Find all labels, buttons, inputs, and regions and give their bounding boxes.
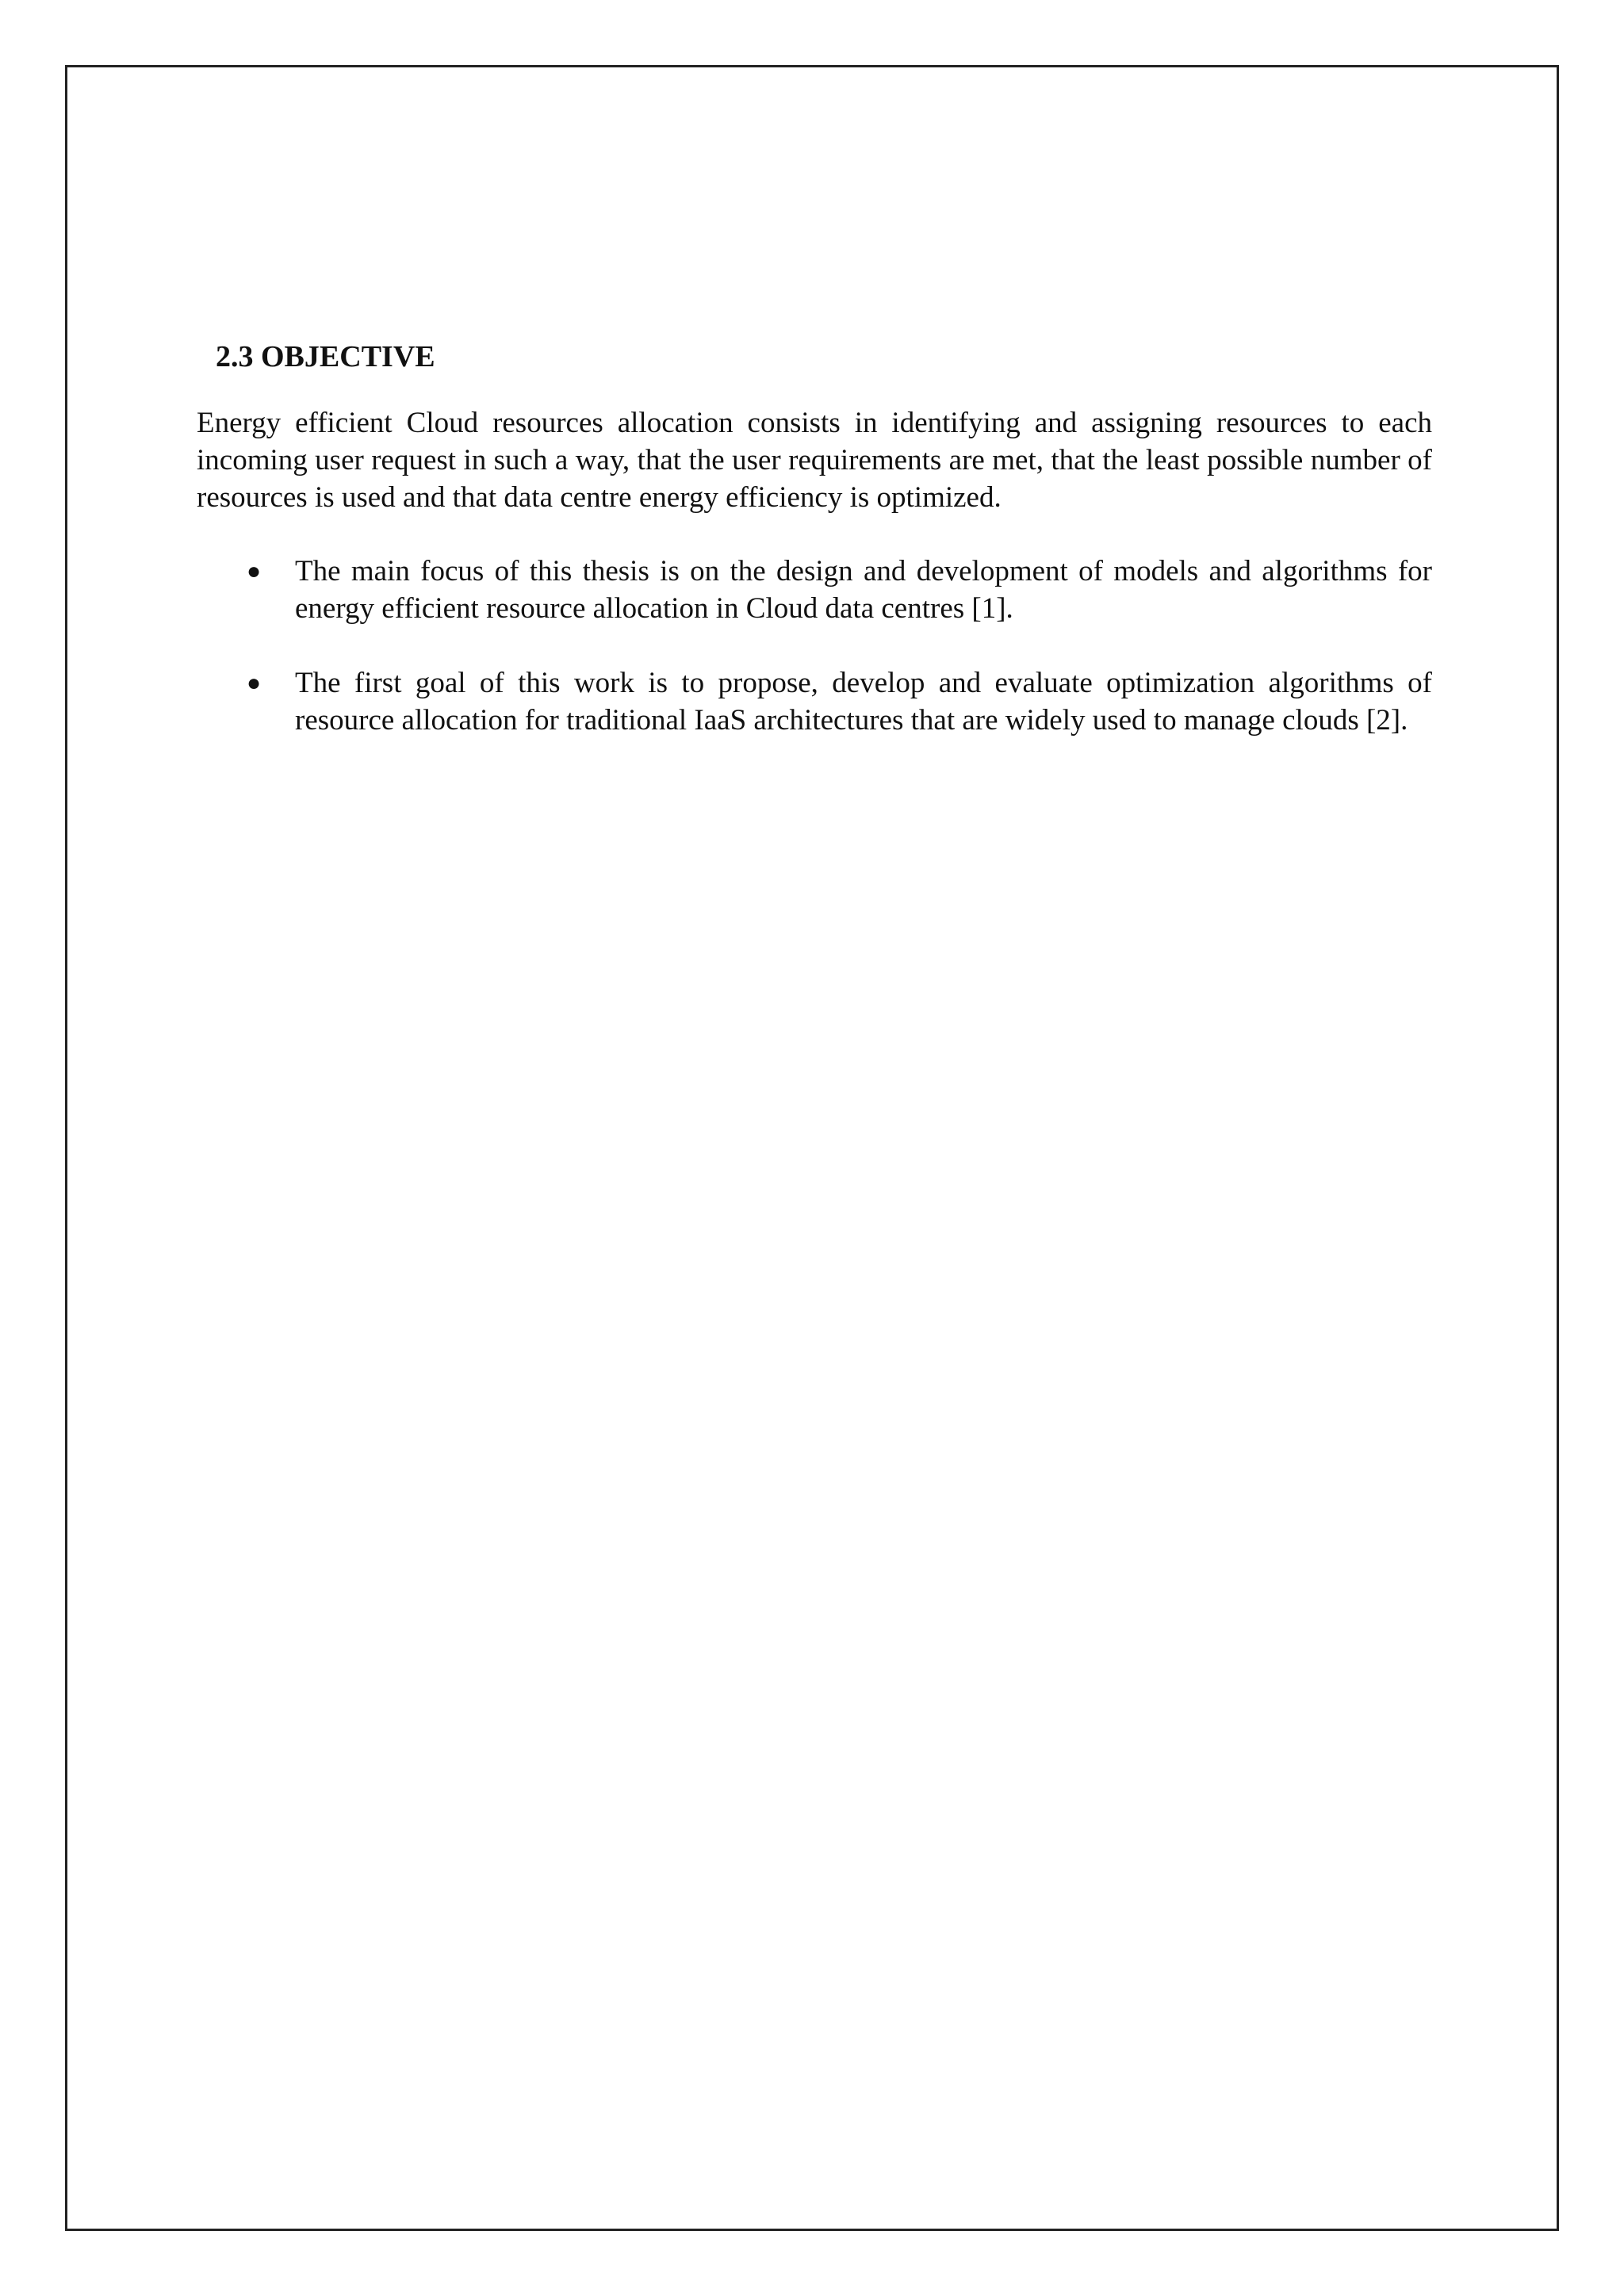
bullet-icon: ● bbox=[247, 670, 262, 696]
intro-paragraph: Energy efficient Cloud resources allocation consists in identifying and assigning resources to each incoming user request in such a way, that the user requirements are met, that the least possible number of resources is used and that data centre energy efficiency is optimized. bbox=[197, 407, 1432, 514]
document-body bbox=[197, 333, 1432, 776]
bullet-text: The first goal of this work is to propose, develop and evaluate optimization algorithms of resource allocation for traditional IaaS architectures that are widely used to manage clouds [2]. bbox=[295, 667, 1432, 737]
bullet-list bbox=[197, 553, 1432, 739]
list-item bbox=[197, 664, 1432, 739]
bullet-icon: ● bbox=[247, 558, 262, 584]
section-heading: 2.3 OBJECTIVE bbox=[216, 340, 435, 373]
bullet-text: The main focus of this thesis is on the design and development of models and algorithms for energy efficient resource allocation in Cloud data centres [1]. bbox=[295, 555, 1432, 625]
list-item bbox=[197, 553, 1432, 627]
